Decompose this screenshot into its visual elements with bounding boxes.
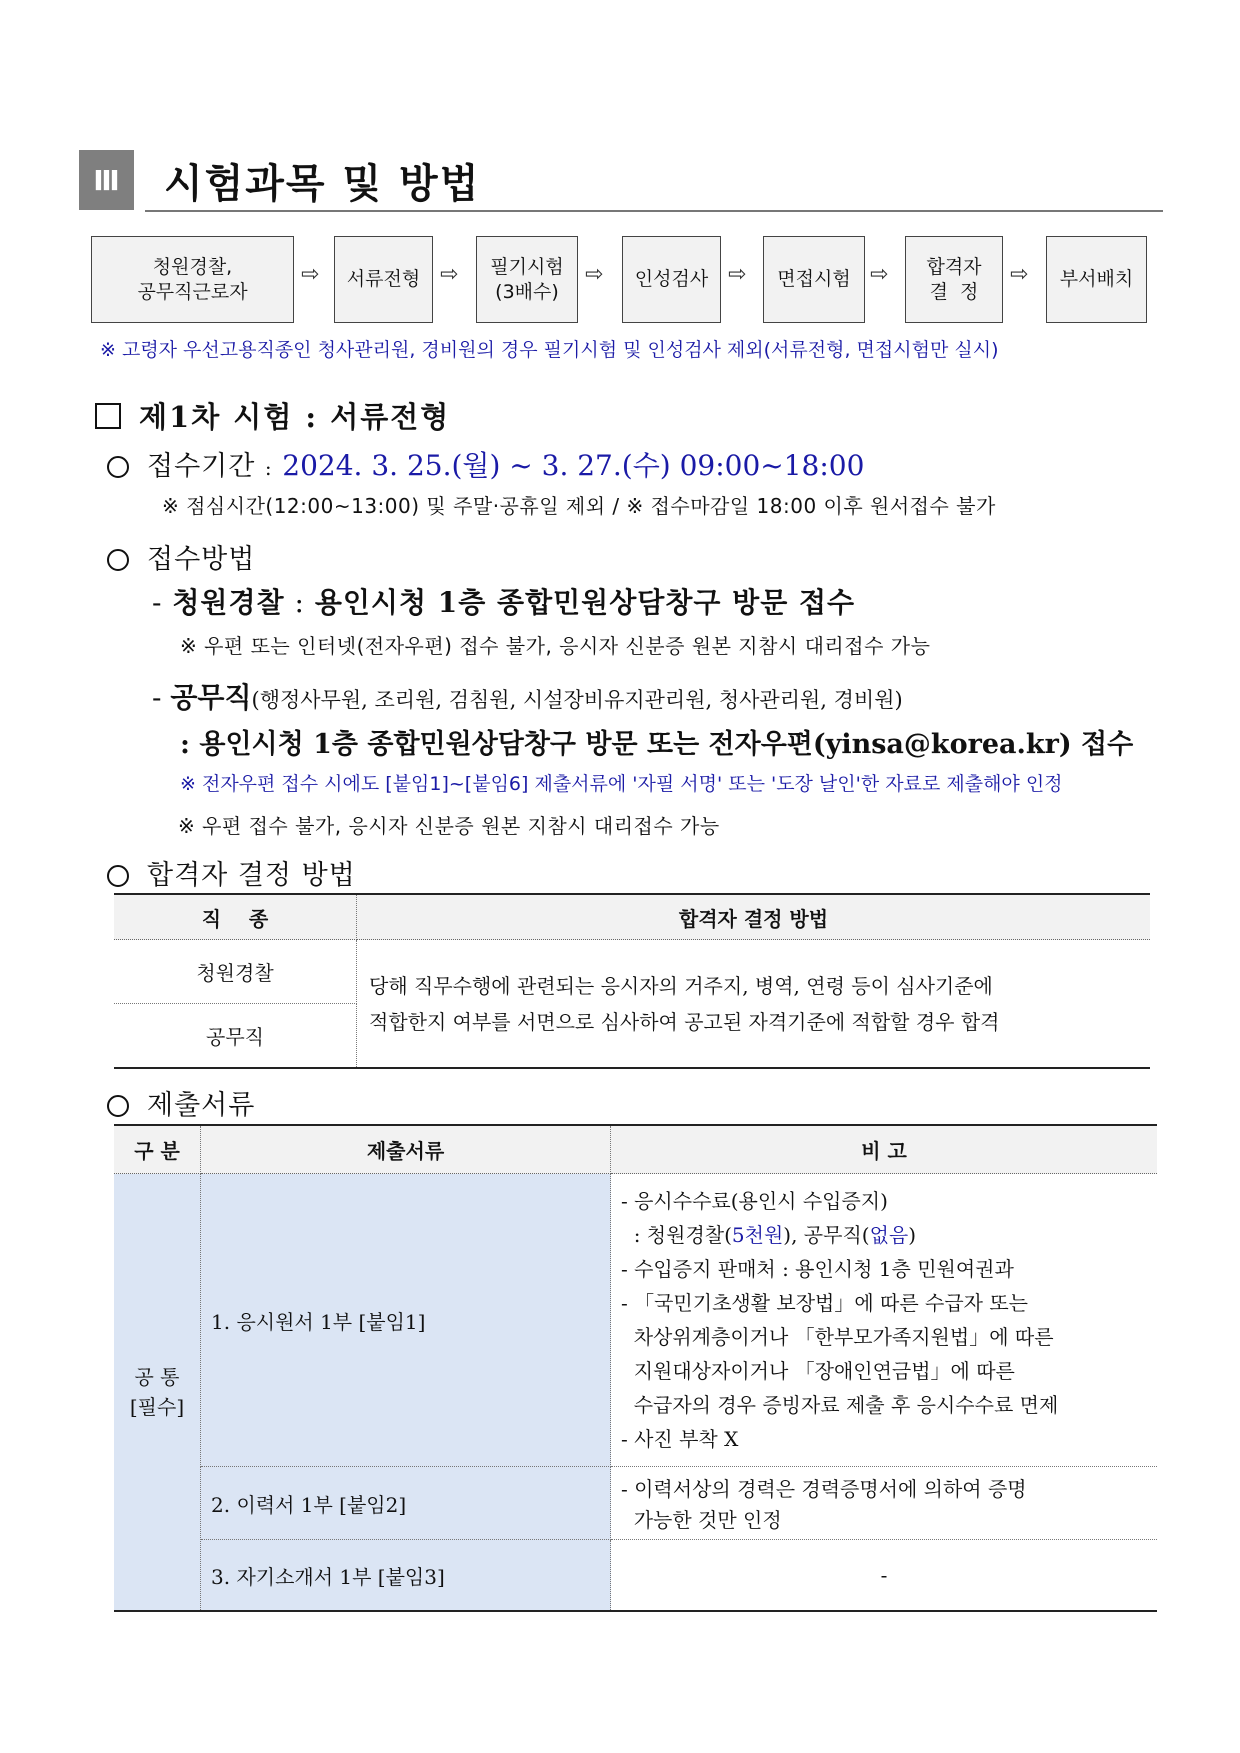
arrow-icon: ⇨ bbox=[440, 262, 459, 287]
first-exam-heading: 제1차 시험 : 서류전형 bbox=[95, 395, 450, 436]
civil-method-note: ※ 우편 접수 불가, 응시자 신분증 원본 지참시 대리접수 가능 bbox=[178, 814, 720, 838]
pass-method-table bbox=[114, 893, 1150, 1069]
docs-category-common: 공 통 [필수] bbox=[114, 1174, 201, 1612]
application-period: 접수기간 : 2024. 3. 25.(월) ~ 3. 27.(수) 09:00~18:00 bbox=[107, 444, 864, 484]
docs-row2-doc: 2. 이력서 1부 [붙임2] bbox=[201, 1467, 611, 1540]
arrow-icon: ⇨ bbox=[870, 262, 889, 287]
circle-bullet-icon bbox=[107, 865, 129, 887]
flow-step-personality-test: 인성검사 bbox=[622, 236, 721, 323]
flow-step-assignment: 부서배치 bbox=[1046, 236, 1147, 323]
flow-step-document-screening: 서류전형 bbox=[334, 236, 433, 323]
application-period-note: ※ 점심시간(12:00~13:00) 및 주말·공휴일 제외 / ※ 접수마감일 18:00 이후 원서접수 불가 bbox=[162, 494, 996, 518]
police-method-note: ※ 우편 또는 인터넷(전자우편) 접수 불가, 응시자 신분증 원본 지참시 대리접수 가능 bbox=[180, 634, 931, 658]
section-number-badge: Ⅲ bbox=[79, 150, 134, 210]
section-title: 시험과목 및 방법 bbox=[164, 160, 481, 207]
civil-method-detail: : 용인시청 1층 종합민원상담창구 방문 또는 전자우편(yinsa@korea.kr) 접수 bbox=[180, 729, 1134, 760]
arrow-icon: ⇨ bbox=[585, 262, 604, 287]
arrow-icon: ⇨ bbox=[301, 262, 320, 287]
flow-step-interview: 면접시험 bbox=[763, 236, 865, 323]
civil-method-note-blue: ※ 전자우편 접수 시에도 [붙임1]~[붙임6] 제출서류에 '자필 서명' 또는 '도장 날인'한 자료로 제출해야 인정 bbox=[180, 773, 1063, 795]
flow-step-final-decision: 합격자 결 정 bbox=[905, 236, 1003, 323]
pass-table-header-job: 직 종 bbox=[114, 894, 357, 940]
pass-table-job-civil: 공무직 bbox=[114, 1004, 357, 1069]
docs-row3-doc: 3. 자기소개서 1부 [붙임3] bbox=[201, 1540, 611, 1612]
pass-method-heading: 합격자 결정 방법 bbox=[107, 853, 356, 892]
circle-bullet-icon bbox=[107, 456, 129, 478]
docs-header-remarks: 비 고 bbox=[611, 1125, 1158, 1174]
docs-row1-remark: - 응시수수료(용인시 수입증지) : 청원경찰(5천원), 공무직(없음) - 수입증지 판매처 : 용인시청 1층 민원여권과 - 「국민기초생활 보장법」에 따른 수급자 또는 차상위계층이거나 「한부모가족지원법」에 따른 지원대상자이거나 「장애인연금법」에 따른 수급자의 경우 증빙자료 제출 후 응시수수료 면제 - 사진 부착 X bbox=[611, 1174, 1158, 1467]
arrow-icon: ⇨ bbox=[1010, 262, 1029, 287]
docs-row3-remark: - bbox=[611, 1540, 1158, 1612]
police-method: - 청원경찰 : 용인시청 1층 종합민원상담창구 방문 접수 bbox=[152, 586, 856, 619]
flow-note: ※ 고령자 우선고용직종인 청사관리원, 경비원의 경우 필기시험 및 인성검사 제외(서류전형, 면접시험만 실시) bbox=[100, 339, 999, 361]
checkbox-icon bbox=[95, 403, 121, 429]
circle-bullet-icon bbox=[107, 1095, 129, 1117]
section-underline bbox=[145, 210, 1163, 212]
docs-header-documents: 제출서류 bbox=[201, 1125, 611, 1174]
application-method-heading: 접수방법 bbox=[107, 537, 255, 576]
docs-row2-remark: - 이력서상의 경력은 경력증명서에 의하여 증명 가능한 것만 인정 bbox=[611, 1467, 1158, 1540]
civil-method: - 공무직(행정사무원, 조리원, 검침원, 시설장비유지관리원, 청사관리원, 경비원) bbox=[152, 681, 903, 714]
application-period-value: 2024. 3. 25.(월) ~ 3. 27.(수) 09:00~18:00 bbox=[282, 449, 865, 482]
pass-table-method: 당해 직무수행에 관련되는 응시자의 거주지, 병역, 연령 등이 심사기준에 적합한지 여부를 서면으로 심사하여 공고된 자격기준에 적합할 경우 합격 bbox=[357, 940, 1151, 1069]
docs-row1-doc: 1. 응시원서 1부 [붙임1] bbox=[201, 1174, 611, 1467]
arrow-icon: ⇨ bbox=[728, 262, 747, 287]
pass-table-job-police: 청원경찰 bbox=[114, 940, 357, 1004]
circle-bullet-icon bbox=[107, 549, 129, 571]
pass-table-header-method: 합격자 결정 방법 bbox=[357, 894, 1151, 940]
flow-step-written-exam: 필기시험 (3배수) bbox=[476, 236, 578, 323]
docs-header-category: 구 분 bbox=[114, 1125, 201, 1174]
documents-heading: 제출서류 bbox=[107, 1083, 255, 1122]
documents-table bbox=[114, 1124, 1157, 1612]
flow-step-applicants: 청원경찰, 공무직근로자 bbox=[91, 236, 294, 323]
